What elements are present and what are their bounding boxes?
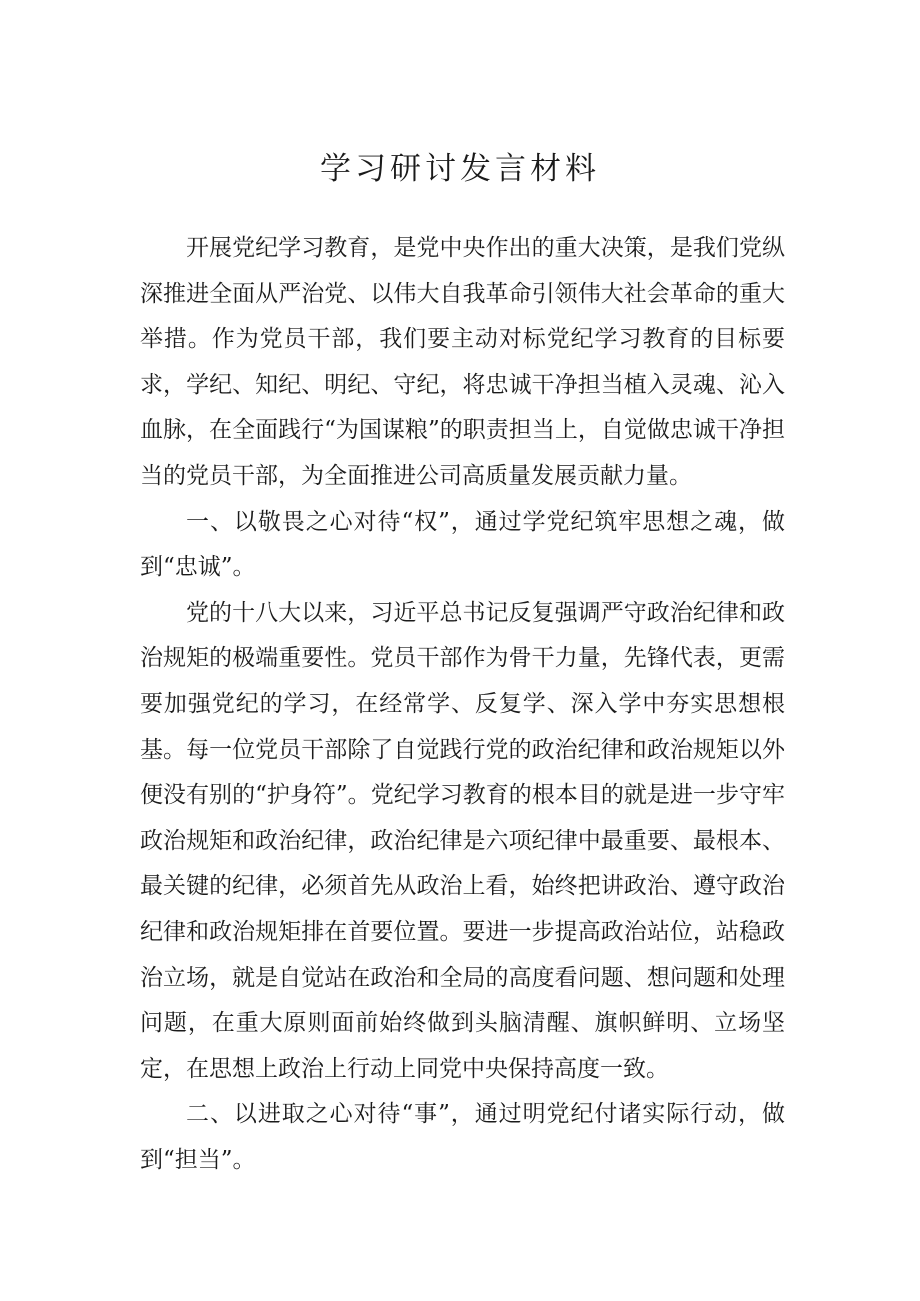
paragraph-intro: 开展党纪学习教育，是党中央作出的重大决策，是我们党纵深推进全面从严治党、以伟大自我革命引领伟大社会革命的重大举措。作为党员干部，我们要主动对标党纪学习教育的目标要求，学纪、知纪、明纪、守纪，将忠诚干净担当植入灵魂、沁入血脉，在全面践行“为国谋粮”的职责担当上，自觉做忠诚干净担当的党员干部，为全面推进公司高质量发展贡献力量。 xyxy=(140,235,785,489)
section-heading-1: 一、以敬畏之心对待“权”，通过学党纪筑牢思想之魂，做到“忠诚”。 xyxy=(140,508,785,581)
paragraph-section-1: 党的十八大以来，习近平总书记反复强调严守政治纪律和政治规矩的极端重要性。党员干部作为骨干力量，先锋代表，更需要加强党纪的学习，在经常学、反复学、深入学中夯实思想根基。每一位党员干部除了自觉践行党的政治纪律和政治规矩以外便没有别的“护身符”。党纪学习教育的根本目的就是进一步守牢政治规矩和政治纪律，政治纪律是六项纪律中最重要、最根本、最关键的纪律，必须首先从政治上看，始终把讲政治、遵守政治纪律和政治规矩排在首要位置。要进一步提高政治站位，站稳政治立场，就是自觉站在政治和全局的高度看问题、想问题和处理问题，在重大原则面前始终做到头脑清醒、旗帜鲜明、立场坚定，在思想上政治上行动上同党中央保持高度一致。 xyxy=(140,599,785,1082)
document-body xyxy=(140,226,785,1183)
section-heading-2: 二、以进取之心对待“事”，通过明党纪付诸实际行动，做到“担当”。 xyxy=(140,1101,785,1173)
document-title: 学习研讨发言材料 xyxy=(320,151,600,187)
